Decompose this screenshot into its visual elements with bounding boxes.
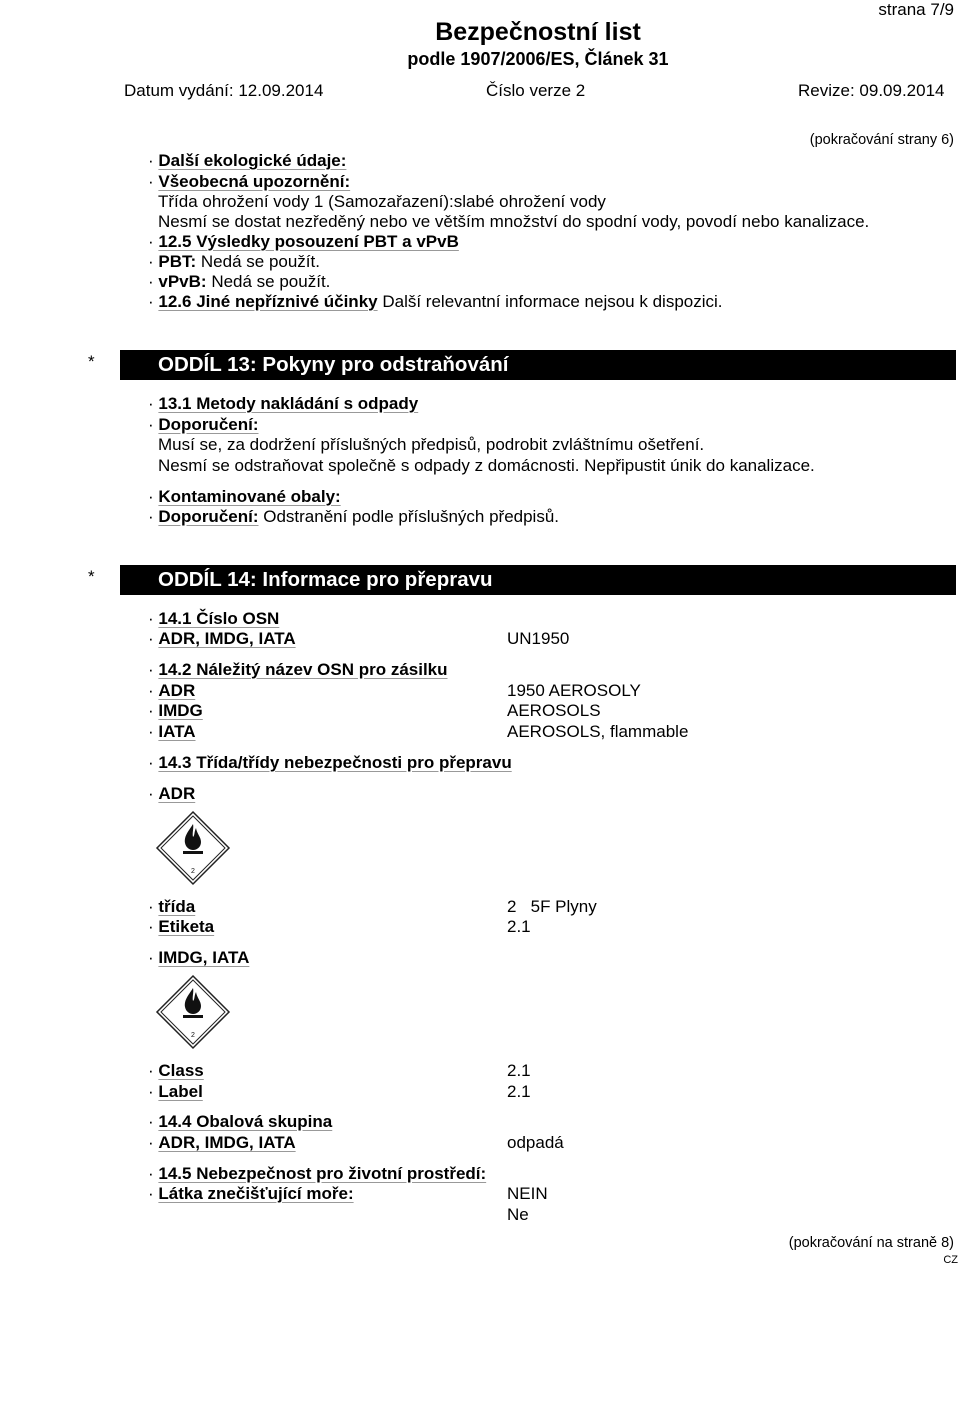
un-label: ADR, IMDG, IATA xyxy=(158,629,296,648)
packaging-heading: Kontaminované obaly: xyxy=(158,487,341,506)
marine-pollutant-row: · Látka znečišťující moře: xyxy=(148,1184,354,1203)
shipping-name-iata-row: · IATA xyxy=(148,722,196,741)
section-13-title: ODDÍL 13: Pokyny pro odstraňování xyxy=(158,353,509,376)
etiketa-value: 2.1 xyxy=(507,917,531,936)
class-value: 2.1 xyxy=(507,1061,531,1080)
shipping-name-adr-value: 1950 AEROSOLY xyxy=(507,681,641,700)
shipping-name-adr-row: · ADR xyxy=(148,681,196,700)
shipping-name-imdg-row: · IMDG xyxy=(148,701,203,720)
shipping-name-iata-label: IATA xyxy=(158,722,196,741)
pack-recommendation-value: Odstranění podle příslušných předpisů. xyxy=(263,507,560,526)
pbt-label: PBT: xyxy=(158,252,197,271)
recommendation-line1: Musí se, za dodržení příslušných předpisů, podrobit zvláštnímu ošetření. xyxy=(158,435,705,454)
section-13-marker: * xyxy=(88,352,95,371)
un-heading-row: · 14.1 Číslo OSN xyxy=(148,609,280,628)
page-number: strana 7/9 xyxy=(878,0,954,19)
other-effects-value: Další relevantní informace nejsou k dispozici. xyxy=(382,292,723,311)
shipping-name-imdg-value: AEROSOLS xyxy=(507,701,601,720)
document-title: Bezpečnostní list xyxy=(435,18,641,46)
marine-pollutant-label: Látka znečišťující moře: xyxy=(158,1184,354,1203)
other-effects-row: · 12.6 Jiné nepříznivé účinky Další relevantní informace nejsou k dispozici. xyxy=(148,292,723,311)
un-value: UN1950 xyxy=(507,629,570,648)
hazard-class-heading: 14.3 Třída/třídy nebezpečnosti pro přepravu xyxy=(158,753,512,772)
shipping-name-imdg-label: IMDG xyxy=(158,701,203,720)
label-row: · Label xyxy=(148,1082,203,1101)
shipping-name-iata-value: AEROSOLS, flammable xyxy=(507,722,689,741)
adr-row: · ADR xyxy=(148,784,196,803)
eco-heading: Další ekologické údaje: xyxy=(158,151,347,170)
general-line2: Nesmí se dostat nezředěný nebo ve větším množství do spodní vody, povodí nebo kanalizace. xyxy=(158,212,870,231)
section-14-title: ODDÍL 14: Informace pro přepravu xyxy=(158,568,493,591)
packing-group-heading-row: · 14.4 Obalová skupina xyxy=(148,1112,333,1131)
section-14-marker: * xyxy=(88,567,95,586)
class-label: Class xyxy=(158,1061,204,1080)
methods-row: · 13.1 Metody nakládání s odpady xyxy=(148,394,419,413)
adr-label: ADR xyxy=(158,784,196,803)
etiketa-row: · Etiketa xyxy=(148,917,215,936)
env-hazard-heading-row: · 14.5 Nebezpečnost pro životní prostředí: xyxy=(148,1164,487,1183)
trida-value: 2 5F Plyny xyxy=(507,897,597,916)
document-subtitle: podle 1907/2006/ES, Článek 31 xyxy=(407,49,669,69)
section-14-header xyxy=(120,565,956,595)
pbt-heading-row: · 12.5 Výsledky posouzení PBT a vPvB xyxy=(148,232,459,251)
general-line1: Třída ohrožení vody 1 (Samozařazení):slabé ohrožení vody xyxy=(158,192,606,211)
pbt-heading: 12.5 Výsledky posouzení PBT a vPvB xyxy=(158,232,459,251)
packing-group-value: odpadá xyxy=(507,1133,564,1152)
vpvb-row: · vPvB: Nedá se použít. xyxy=(148,272,331,291)
eco-info-row: · Další ekologické údaje: xyxy=(148,151,347,170)
methods-heading: 13.1 Metody nakládání s odpady xyxy=(158,394,419,413)
continued-to: (pokračování na straně 8) xyxy=(788,1235,954,1251)
un-row: · ADR, IMDG, IATA xyxy=(148,629,296,648)
other-effects-label: 12.6 Jiné nepříznivé účinky xyxy=(158,292,378,311)
label-value: 2.1 xyxy=(507,1082,531,1101)
recommendation-heading: Doporučení: xyxy=(158,415,259,434)
flammable-gas-diamond-icon xyxy=(155,810,231,886)
vpvb-label: vPvB: xyxy=(158,272,207,291)
imdg-iata-row: · IMDG, IATA xyxy=(148,948,250,967)
general-row: · Všeobecná upozornění: xyxy=(148,172,351,191)
recommendation-line2: Nesmí se odstraňovat společně s odpady z domácnosti. Nepřipustit únik do kanalizace. xyxy=(158,456,815,475)
shipping-name-adr-label: ADR xyxy=(158,681,196,700)
packaging-row: · Kontaminované obaly: xyxy=(148,487,341,506)
packing-group-row: · ADR, IMDG, IATA xyxy=(148,1133,296,1152)
issue-date: Datum vydání: 12.09.2014 xyxy=(124,81,324,100)
pbt-value: Nedá se použít. xyxy=(200,252,320,271)
continued-from: (pokračování strany 6) xyxy=(809,132,954,148)
language-code: CZ xyxy=(943,1254,958,1266)
shipping-name-heading-row: · 14.2 Náležitý název OSN pro zásilku xyxy=(148,660,448,679)
packing-group-label: ADR, IMDG, IATA xyxy=(158,1133,296,1152)
revision-date: Revize: 09.09.2014 xyxy=(798,81,945,100)
pbt-row: · PBT: Nedá se použít. xyxy=(148,252,320,271)
version-number: Číslo verze 2 xyxy=(486,81,586,100)
imdg-iata-label: IMDG, IATA xyxy=(158,948,250,967)
diamond-number: 2 xyxy=(191,868,195,875)
hazard-class-heading-row: · 14.3 Třída/třídy nebezpečnosti pro přepravu xyxy=(148,753,512,772)
etiketa-label: Etiketa xyxy=(158,917,215,936)
class-row: · Class xyxy=(148,1061,204,1080)
env-hazard-heading: 14.5 Nebezpečnost pro životní prostředí: xyxy=(158,1164,487,1183)
trida-row: · třída xyxy=(148,897,196,916)
flammable-gas-diamond-icon xyxy=(155,974,231,1050)
packing-group-heading: 14.4 Obalová skupina xyxy=(158,1112,333,1131)
diamond-number: 2 xyxy=(191,1032,195,1039)
shipping-name-heading: 14.2 Náležitý název OSN pro zásilku xyxy=(158,660,448,679)
marine-pollutant-value: NEIN xyxy=(507,1184,548,1203)
general-heading: Všeobecná upozornění: xyxy=(158,172,351,191)
recommendation-row: · Doporučení: xyxy=(148,415,259,434)
marine-pollutant-value-cz: Ne xyxy=(507,1205,529,1224)
pack-recommendation-label: Doporučení: xyxy=(158,507,259,526)
section-13-header xyxy=(120,350,956,380)
trida-label: třída xyxy=(158,897,196,916)
pack-recommendation-row: · Doporučení: Odstranění podle příslušných předpisů. xyxy=(148,507,560,526)
un-heading: 14.1 Číslo OSN xyxy=(158,609,280,628)
vpvb-value: Nedá se použít. xyxy=(211,272,331,291)
label-label: Label xyxy=(158,1082,203,1101)
